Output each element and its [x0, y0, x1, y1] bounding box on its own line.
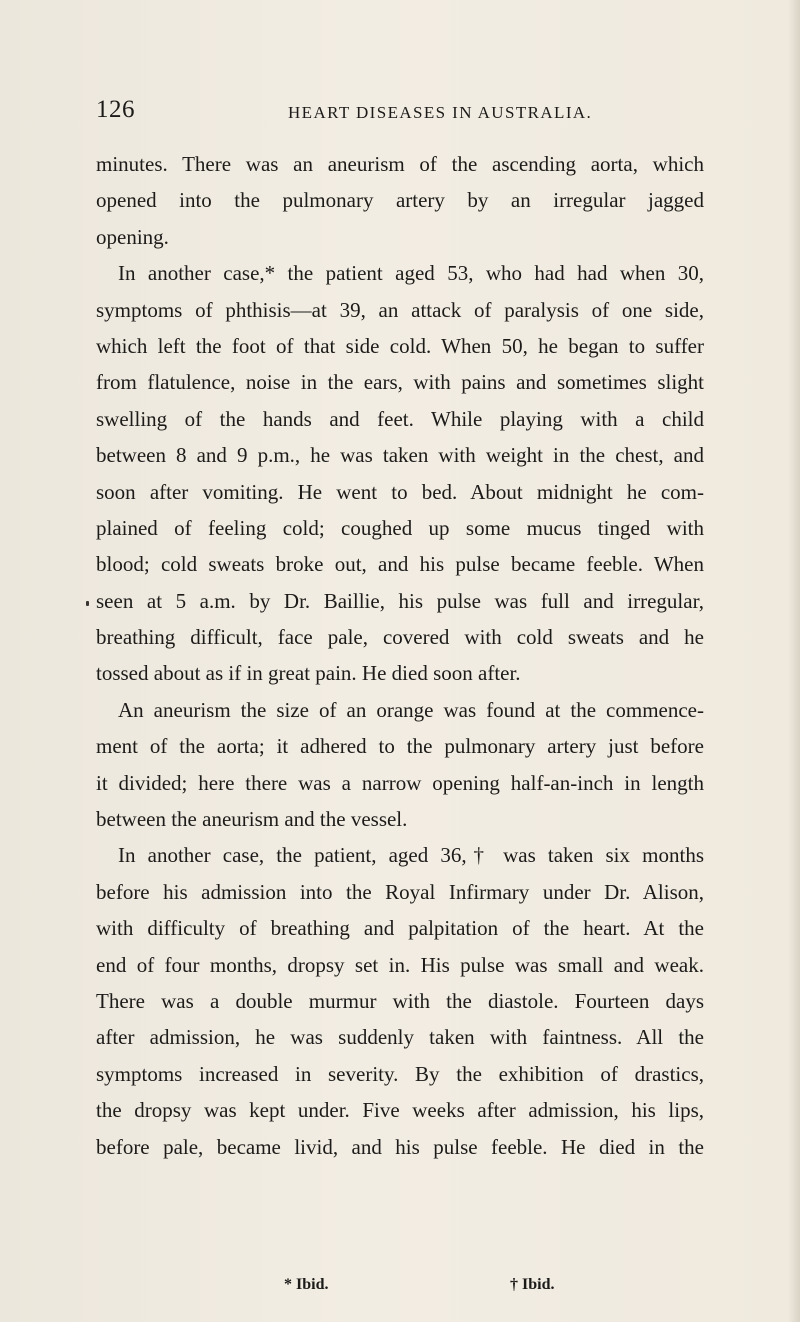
- margin-speck: [86, 601, 89, 606]
- text-line: opening.: [96, 224, 169, 249]
- body-text: [96, 146, 704, 1165]
- text-line: In another case,* the patient aged 53, who had had when 30,: [118, 261, 704, 286]
- text-line: In another case, the patient, aged 36,† was taken six months: [118, 843, 704, 868]
- footnote-ibid-second: † Ibid.: [510, 1276, 555, 1293]
- text-line: it divided; here there was a narrow opening half-an-inch in length: [96, 770, 704, 795]
- text-line: symptoms increased in severity. By the exhibition of drastics,: [96, 1061, 704, 1086]
- text-line: before his admission into the Royal Infirmary under Dr. Alison,: [96, 879, 704, 904]
- text-line: soon after vomiting. He went to bed. About midnight he com-: [96, 479, 704, 504]
- text-line: tossed about as if in great pain. He died soon after.: [96, 661, 521, 686]
- text-line: minutes. There was an aneurism of the ascending aorta, which: [96, 152, 704, 176]
- text-line: the dropsy was kept under. Five weeks after admission, his lips,: [96, 1098, 704, 1123]
- text-line: with difficulty of breathing and palpitation of the heart. At the: [96, 916, 704, 941]
- text-line: between 8 and 9 p.m., he was taken with weight in the chest, and: [96, 443, 704, 468]
- text-line: There was a double murmur with the diastole. Fourteen days: [96, 988, 704, 1013]
- text-line: which left the foot of that side cold. When 50, he began to suffer: [96, 333, 704, 358]
- text-line: breathing difficult, face pale, covered with cold sweats and he: [96, 625, 704, 650]
- text-line: plained of feeling cold; coughed up some mucus tinged with: [96, 515, 704, 540]
- text-line: end of four months, dropsy set in. His pulse was small and weak.: [96, 952, 704, 977]
- page-number: 126: [96, 96, 135, 123]
- text-line: between the aneurism and the vessel.: [96, 807, 408, 832]
- footnotes: [0, 1276, 800, 1300]
- text-line: ment of the aorta; it adhered to the pulmonary artery just before: [96, 734, 704, 759]
- text-line: blood; cold sweats broke out, and his pulse became feeble. When: [96, 552, 704, 577]
- text-line: symptoms of phthisis—at 39, an attack of paralysis of one side,: [96, 297, 704, 322]
- page-header: [96, 96, 716, 132]
- running-head: HEART DISEASES IN AUSTRALIA.: [288, 103, 593, 122]
- text-line: from flatulence, noise in the ears, with pains and sometimes slight: [96, 370, 704, 395]
- page-edge-shadow: [788, 0, 800, 1322]
- text-line: swelling of the hands and feet. While playing with a child: [96, 406, 704, 431]
- footnote-ibid-first: * Ibid.: [284, 1276, 329, 1293]
- text-line: seen at 5 a.m. by Dr. Baillie, his pulse was full and irregular,: [96, 588, 704, 613]
- text-line: after admission, he was suddenly taken with faintness. All the: [96, 1025, 704, 1050]
- text-line: An aneurism the size of an orange was found at the commence-: [118, 697, 704, 722]
- text-line: before pale, became livid, and his pulse feeble. He died in the: [96, 1134, 704, 1159]
- text-line: opened into the pulmonary artery by an irregular jagged: [96, 188, 704, 213]
